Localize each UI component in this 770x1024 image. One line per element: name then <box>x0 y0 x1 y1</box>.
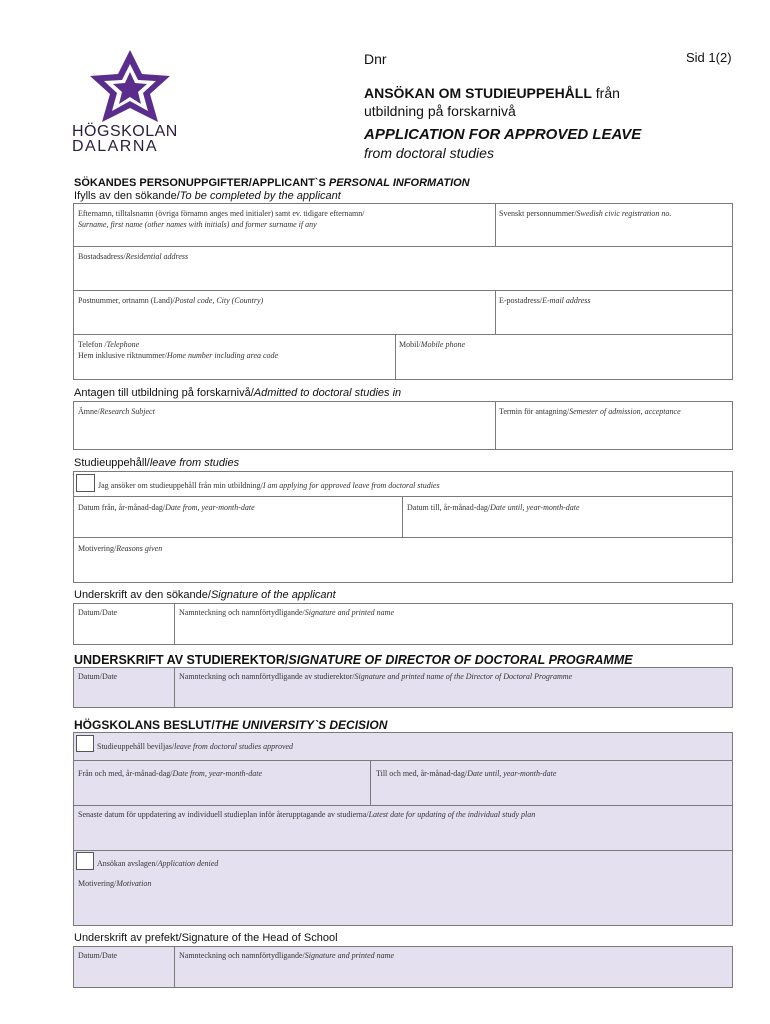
email-field[interactable] <box>499 295 590 306</box>
apply-leave-label <box>98 480 440 491</box>
title-sv-line2: utbildning på forskarnivå <box>364 103 516 119</box>
phone-label-en: Telephone <box>106 340 140 349</box>
phone-label-sv: Telefon / <box>78 340 107 349</box>
apply-label-en: I am applying for approved leave from doctoral studies <box>262 481 440 490</box>
divider <box>73 496 733 497</box>
sig-head-sign-en: Signature and printed name <box>304 951 394 960</box>
leave-from-label-sv: Datum från, år-månad-dag/ <box>78 503 166 512</box>
director-date-field[interactable]: Datum/Date <box>78 672 118 681</box>
applicant-heading-sv: SÖKANDES PERSONUPPGIFTER/APPLICANT`S <box>74 177 329 189</box>
dnr-label: Dnr <box>364 51 387 67</box>
applicant-heading <box>74 177 470 189</box>
granted-label-sv: Studieuppehåll beviljas/ <box>97 742 175 751</box>
application-denied-label <box>97 858 218 869</box>
subject-label-en: Research Subject <box>99 407 155 416</box>
divider <box>495 401 496 450</box>
decision-heading <box>74 718 387 732</box>
leave-from-label-en: Date from, year-month-date <box>165 503 255 512</box>
term-field[interactable] <box>499 406 681 417</box>
sig-head-sign-sv: Namnteckning och namnförtydligande/ <box>179 951 305 960</box>
term-label-sv: Termin för antagning/ <box>499 407 570 416</box>
motivation-label-sv: Motivering/ <box>78 879 117 888</box>
mobile-field[interactable] <box>399 339 465 350</box>
head-date-field[interactable]: Datum/Date <box>78 951 118 960</box>
latest-label-en: Latest date for updating of the individual study plan <box>368 810 536 819</box>
applicant-subheading <box>74 190 341 202</box>
admitted-heading-sv: Antagen till utbildning på forskarnivå/ <box>74 387 254 399</box>
surname-label-sv: Efternamn, tilltalsnamn (övriga förnamn anges med initialer) samt ev. tidigare efternamn/ <box>78 209 365 218</box>
leave-heading <box>74 457 239 469</box>
leave-until-label-en: Date until, year-month-date <box>490 503 580 512</box>
motivation-label-en: Motivation <box>116 879 152 888</box>
granted-label-en: leave from doctoral studies approved <box>174 742 294 751</box>
address-label-sv: Bostadsadress/ <box>78 252 126 261</box>
divider <box>73 850 733 851</box>
decision-heading-sv: HÖGSKOLANS BESLUT/ <box>74 718 215 732</box>
email-label-sv: E-postadress/ <box>499 296 543 305</box>
sig-director-heading-en: SIGNATURE OF DIRECTOR OF DOCTORAL PROGRAMME <box>288 653 633 667</box>
decision-heading-en: THE UNIVERSITY`S DECISION <box>214 718 388 732</box>
leave-granted-label <box>97 741 293 752</box>
sig-applicant-heading-en: Signature of the applicant <box>210 589 336 601</box>
decision-until-sv: Till och med, år-månad-dag/ <box>376 769 468 778</box>
application-denied-checkbox[interactable] <box>76 852 94 870</box>
page-number: Sid 1(2) <box>686 50 732 65</box>
latest-update-field[interactable] <box>78 809 535 820</box>
address-field[interactable] <box>78 251 188 262</box>
head-signature-field[interactable] <box>179 950 394 961</box>
title-en-line2: from doctoral studies <box>364 145 494 161</box>
applicant-subheading-sv: Ifylls av den sökande/ <box>74 190 180 202</box>
divider <box>395 334 396 380</box>
divider <box>495 290 496 335</box>
applicant-signature-heading <box>74 589 336 601</box>
logo-line2: DALARNA <box>72 138 159 155</box>
sig-director-sign-sv: Namnteckning och namnförtydligande av studierektor/ <box>179 672 355 681</box>
subject-field[interactable] <box>78 406 155 417</box>
divider <box>73 290 733 291</box>
title-sv <box>364 85 620 101</box>
divider <box>174 946 175 988</box>
civic-number-field[interactable] <box>499 208 671 219</box>
phone-field[interactable] <box>78 339 278 361</box>
leave-until-field[interactable] <box>407 502 580 513</box>
applicant-date-field[interactable]: Datum/Date <box>78 608 118 617</box>
admitted-heading <box>74 387 401 399</box>
apply-leave-checkbox[interactable] <box>76 474 95 492</box>
decision-until-field[interactable] <box>376 768 556 779</box>
denied-label-en: Application denied <box>157 859 219 868</box>
term-label-en: Semester of admission, acceptance <box>569 407 681 416</box>
leave-heading-en: leave from studies <box>149 457 240 469</box>
title-sv-bold: ANSÖKAN OM STUDIEUPPEHÅLL <box>364 85 592 101</box>
director-signature-field[interactable] <box>179 671 572 682</box>
decision-motivation-field[interactable] <box>78 878 151 889</box>
leave-from-field[interactable] <box>78 502 255 513</box>
sig-applicant-sign-sv: Namnteckning och namnförtydligande/ <box>179 608 305 617</box>
divider <box>174 667 175 708</box>
leave-heading-sv: Studieuppehåll/ <box>74 457 150 469</box>
applicant-subheading-en: To be completed by the applicant <box>179 190 341 202</box>
head-signature-box <box>73 946 733 988</box>
reason-label-en: Reasons given <box>116 544 163 553</box>
denied-label-sv: Ansökan avslagen/ <box>97 859 158 868</box>
applicant-signature-box <box>73 603 733 645</box>
title-en: APPLICATION FOR APPROVED LEAVE <box>364 126 642 143</box>
email-label-en: E-mail address <box>542 296 591 305</box>
subject-label-sv: Ämne/ <box>78 407 100 416</box>
divider <box>495 203 496 247</box>
head-signature-heading: Underskrift av prefekt/Signature of the Head of School <box>74 932 338 944</box>
postal-label-en: Postal code, City (Country) <box>174 296 264 305</box>
sig-applicant-sign-en: Signature and printed name <box>304 608 394 617</box>
mobile-label-en: Mobile phone <box>420 340 465 349</box>
latest-label-sv: Senaste datum för uppdatering av individuell studieplan inför återupptagande av studierna/ <box>78 810 369 819</box>
sig-director-heading-sv: UNDERSKRIFT AV STUDIEREKTOR/ <box>74 653 289 667</box>
surname-label-en: Surname, first name (other names with initials) and former surname if any <box>78 220 317 229</box>
divider <box>73 334 733 335</box>
director-signature-heading <box>74 653 633 667</box>
apply-label-sv: Jag ansöker om studieuppehåll från min utbildning/ <box>98 481 263 490</box>
postal-label-sv: Postnummer, ortnamn (Land)/ <box>78 296 175 305</box>
logo-wordmark <box>72 124 178 154</box>
divider <box>174 603 175 645</box>
leave-until-label-sv: Datum till, år-månad-dag/ <box>407 503 491 512</box>
civic-label-en: Swedish civic registration no. <box>576 209 672 218</box>
surname-field[interactable] <box>78 208 488 230</box>
civic-label-sv: Svenskt personnummer/ <box>499 209 577 218</box>
applicant-heading-en: PERSONAL INFORMATION <box>328 177 470 189</box>
decision-box <box>73 732 733 926</box>
address-label-en: Residential address <box>125 252 189 261</box>
reason-field[interactable] <box>78 543 162 554</box>
divider <box>73 246 733 247</box>
title-sv-rest: från <box>591 85 620 101</box>
decision-from-sv: Från och med, år-månad-dag/ <box>78 769 173 778</box>
postal-field[interactable] <box>78 295 263 306</box>
sig-director-sign-en: Signature and printed name of the Director of Doctoral Programme <box>354 672 573 681</box>
applicant-signature-field[interactable] <box>179 607 394 618</box>
divider <box>370 760 371 805</box>
divider <box>73 760 733 761</box>
admitted-heading-en: Admitted to doctoral studies in <box>253 387 402 399</box>
decision-from-en: Date from, year-month-date <box>172 769 262 778</box>
phone-label2-sv: Hem inklusive riktnummer/ <box>78 351 167 360</box>
phone-label2-en: Home number including area code <box>166 351 279 360</box>
reason-label-sv: Motivering/ <box>78 544 117 553</box>
mobile-label-sv: Mobil/ <box>399 340 421 349</box>
divider <box>73 537 733 538</box>
decision-from-field[interactable] <box>78 768 262 779</box>
decision-until-en: Date until, year-month-date <box>467 769 557 778</box>
leave-granted-checkbox[interactable] <box>76 735 94 752</box>
divider <box>73 805 733 806</box>
divider <box>402 496 403 537</box>
logo-line1: HÖGSKOLAN <box>72 123 178 140</box>
star-logo-icon <box>80 46 180 126</box>
sig-applicant-heading-sv: Underskrift av den sökande/ <box>74 589 211 601</box>
